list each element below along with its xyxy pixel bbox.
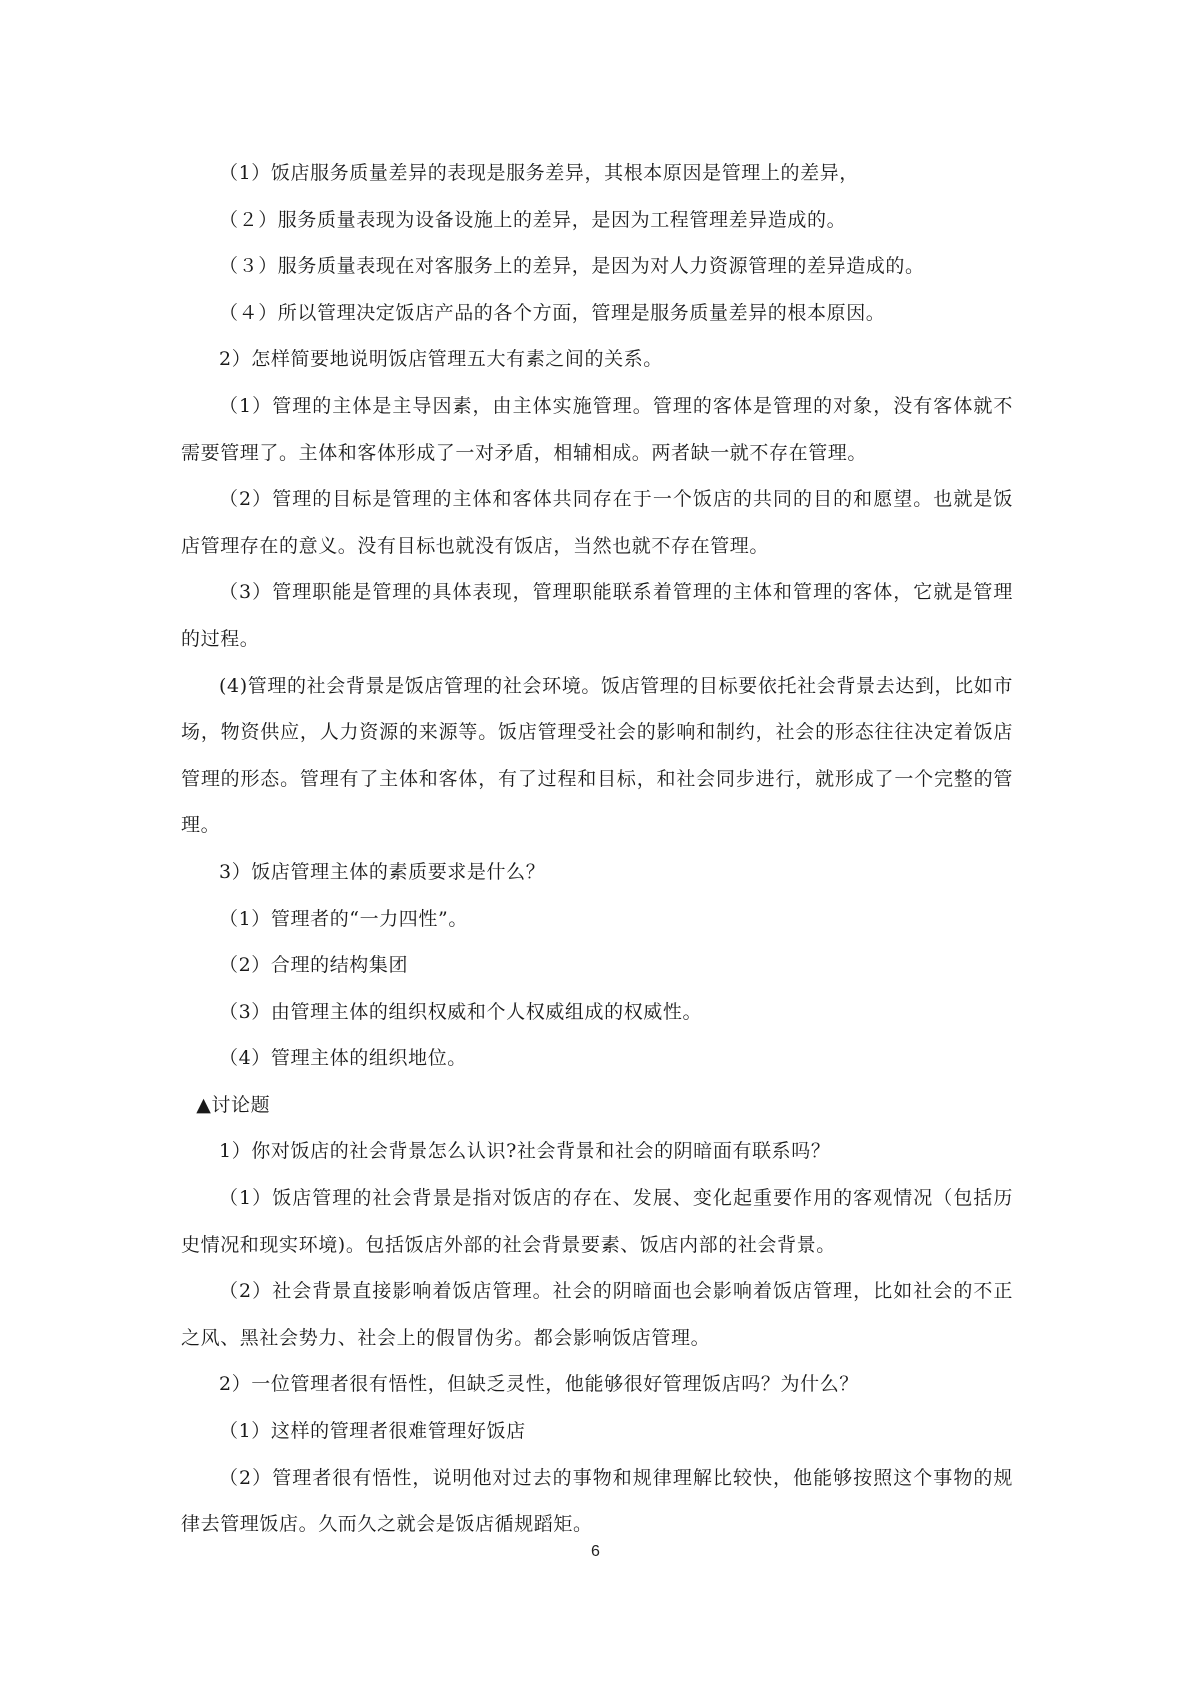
paragraph-4: （４）所以管理决定饭店产品的各个方面，管理是服务质量差异的根本原因。 [219,301,886,324]
paragraph-14: （4）管理主体的组织地位。 [219,1047,467,1070]
paragraph-11: （1）管理者的“一力四性”。 [219,907,468,930]
discussion-question-1: 1）你对饭店的社会背景怎么认识?社会背景和社会的阴暗面有联系吗？ [219,1140,831,1163]
paragraph-9: (4)管理的社会背景是饭店管理的社会环境。饭店管理的目标要依托社会背景去达到，比如市场，物资供应，人力资源的来源等。饭店管理受社会的影响和制约，社会的形态往往决定着饭店管理的形态。管理有了主体和客体，有了过程和目标，和社会同步进行，就形成了一个完整的管理。 [181,674,1013,837]
paragraph-3: （３）服务质量表现在对客服务上的差异，是因为对人力资源管理的差异造成的。 [219,255,925,278]
paragraph-17: （1）饭店管理的社会背景是指对饭店的存在、发展、变化起重要作用的客观情况（包括历史情况和现实环境)。包括饭店外部的社会背景要素、饭店内部的社会背景。 [181,1187,1013,1256]
paragraph-7: （2）管理的目标是管理的主体和客体共同存在于一个饭店的共同的目的和愿望。也就是饭店管理存在的意义。没有目标也就没有饭店，当然也就不存在管理。 [181,488,1013,557]
section-heading-discussion: ▲讨论题 [196,1093,271,1116]
paragraph-18: （2）社会背景直接影响着饭店管理。社会的阴暗面也会影响着饭店管理，比如社会的不正之风、黑社会势力、社会上的假冒伪劣。都会影响饭店管理。 [181,1280,1013,1349]
paragraph-21: （2）管理者很有悟性，说明他对过去的事物和规律理解比较快，他能够按照这个事物的规律去管理饭店。久而久之就会是饭店循规蹈矩。 [181,1466,1013,1536]
paragraph-12: （2）合理的结构集团 [219,954,409,977]
discussion-question-2: 2）一位管理者很有悟性，但缺乏灵性，他能够很好管理饭店吗？为什么？ [219,1373,859,1396]
paragraph-8: （3）管理职能是管理的具体表现，管理职能联系着管理的主体和管理的客体，它就是管理的过程。 [181,581,1013,650]
paragraph-1: （1）饭店服务质量差异的表现是服务差异，其根本原因是管理上的差异， [219,162,859,184]
page-number: 6 [591,1543,600,1560]
paragraph-2: （２）服务质量表现为设备设施上的差异，是因为工程管理差异造成的。 [219,208,847,231]
paragraph-20: （1）这样的管理者很难管理好饭店 [219,1420,526,1443]
page-body [181,150,1013,1548]
question-heading-2: 2）怎样简要地说明饭店管理五大有素之间的关系。 [219,348,663,371]
question-heading-3: 3）饭店管理主体的素质要求是什么？ [219,860,546,883]
paragraph-13: （3）由管理主体的组织权威和个人权威组成的权威性。 [219,1000,703,1023]
paragraph-6: （1）管理的主体是主导因素，由主体实施管理。管理的客体是管理的对象，没有客体就不需要管理了。主体和客体形成了一对矛盾，相辅相成。两者缺一就不存在管理。 [181,394,1013,464]
